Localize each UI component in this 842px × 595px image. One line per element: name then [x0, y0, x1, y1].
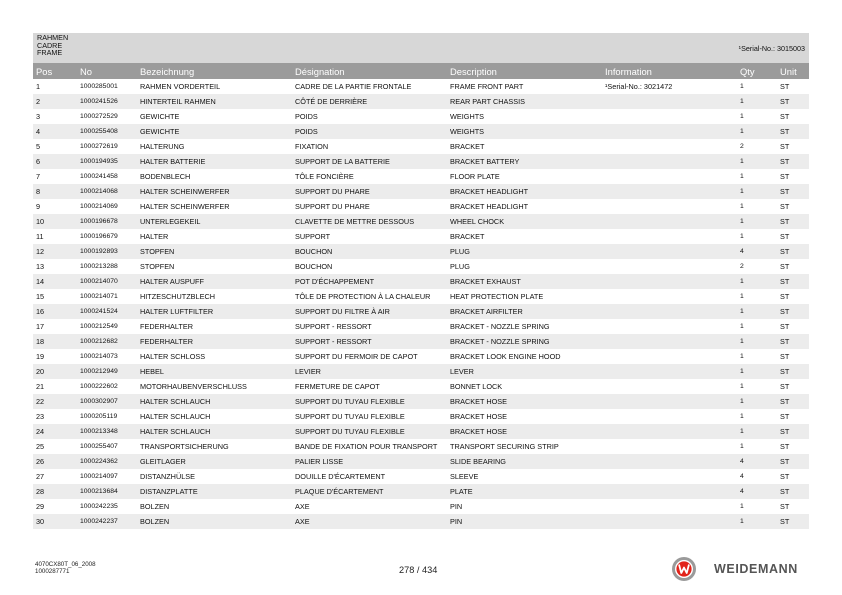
description-cell: BRACKET BATTERY [447, 154, 602, 169]
pos-cell: 2 [33, 94, 77, 109]
description-cell: BRACKET EXHAUST [447, 274, 602, 289]
pos-cell: 21 [33, 379, 77, 394]
designation-cell: FIXATION [292, 139, 447, 154]
description-cell: TRANSPORT SECURING STRIP [447, 439, 602, 454]
unit-cell: ST [777, 364, 809, 379]
document-code [35, 561, 96, 575]
table-row [33, 199, 809, 214]
designation-cell: SUPPORT DU TUYAU FLEXIBLE [292, 409, 447, 424]
part-number-cell: 1000213288 [77, 259, 137, 274]
part-number-cell: 1000212549 [77, 319, 137, 334]
information-cell [602, 394, 737, 409]
bezeichnung-cell: GEWICHTE [137, 109, 292, 124]
pos-cell: 13 [33, 259, 77, 274]
unit-cell: ST [777, 409, 809, 424]
information-cell [602, 154, 737, 169]
qty-cell: 1 [737, 184, 777, 199]
bezeichnung-cell: GLEITLAGER [137, 454, 292, 469]
unit-cell: ST [777, 514, 809, 529]
part-number-cell: 1000255408 [77, 124, 137, 139]
table-row [33, 139, 809, 154]
qty-cell: 1 [737, 364, 777, 379]
qty-cell: 1 [737, 304, 777, 319]
description-cell: SLIDE BEARING [447, 454, 602, 469]
designation-cell: BOUCHON [292, 244, 447, 259]
description-cell: PLUG [447, 259, 602, 274]
part-number-cell: 1000214069 [77, 199, 137, 214]
description-cell: WEIGHTS [447, 109, 602, 124]
bezeichnung-cell: DISTANZHÜLSE [137, 469, 292, 484]
bezeichnung-cell: HALTER BATTERIE [137, 154, 292, 169]
unit-cell: ST [777, 79, 809, 94]
information-cell [602, 304, 737, 319]
pos-cell: 4 [33, 124, 77, 139]
part-number-cell: 1000212949 [77, 364, 137, 379]
pos-cell: 20 [33, 364, 77, 379]
bezeichnung-cell: HALTER SCHLOSS [137, 349, 292, 364]
qty-cell: 1 [737, 169, 777, 184]
table-row [33, 289, 809, 304]
unit-cell: ST [777, 289, 809, 304]
designation-cell: POIDS [292, 109, 447, 124]
part-number-cell: 1000214073 [77, 349, 137, 364]
designation-cell: LEVIER [292, 364, 447, 379]
unit-cell: ST [777, 109, 809, 124]
bezeichnung-cell: HITZESCHUTZBLECH [137, 289, 292, 304]
designation-cell: AXE [292, 499, 447, 514]
qty-cell: 1 [737, 154, 777, 169]
designation-cell: DOUILLE D'ÉCARTEMENT [292, 469, 447, 484]
part-number-cell: 1000241524 [77, 304, 137, 319]
description-cell: BRACKET - NOZZLE SPRING [447, 319, 602, 334]
bezeichnung-cell: HALTER SCHEINWERFER [137, 199, 292, 214]
information-cell [602, 469, 737, 484]
qty-cell: 1 [737, 289, 777, 304]
column-header-designation: Désignation [292, 63, 447, 79]
part-number-cell: 1000212682 [77, 334, 137, 349]
column-header-description: Description [447, 63, 602, 79]
designation-cell: SUPPORT - RESSORT [292, 334, 447, 349]
document-number: 1000287771 [35, 568, 70, 575]
table-row [33, 109, 809, 124]
unit-cell: ST [777, 439, 809, 454]
description-cell: BRACKET - NOZZLE SPRING [447, 334, 602, 349]
parts-table-body [33, 79, 809, 529]
pos-cell: 12 [33, 244, 77, 259]
information-cell: ¹Serial-No.: 3021472 [602, 79, 737, 94]
designation-cell: SUPPORT [292, 229, 447, 244]
unit-cell: ST [777, 499, 809, 514]
qty-cell: 4 [737, 454, 777, 469]
column-header-pos: Pos [33, 63, 77, 79]
column-header-information: Information [602, 63, 737, 79]
part-number-cell: 1000285001 [77, 79, 137, 94]
information-cell [602, 514, 737, 529]
unit-cell: ST [777, 484, 809, 499]
description-cell: FRAME FRONT PART [447, 79, 602, 94]
bezeichnung-cell: UNTERLEGEKEIL [137, 214, 292, 229]
pos-cell: 14 [33, 274, 77, 289]
information-cell [602, 199, 737, 214]
qty-cell: 1 [737, 379, 777, 394]
table-row [33, 469, 809, 484]
qty-cell: 1 [737, 124, 777, 139]
weidemann-logo [671, 556, 811, 582]
table-row [33, 394, 809, 409]
pos-cell: 7 [33, 169, 77, 184]
table-row [33, 409, 809, 424]
table-row [33, 94, 809, 109]
designation-cell: SUPPORT DU FILTRE À AIR [292, 304, 447, 319]
bezeichnung-cell: STOPFEN [137, 259, 292, 274]
description-cell: BRACKET AIRFILTER [447, 304, 602, 319]
qty-cell: 1 [737, 394, 777, 409]
bezeichnung-cell: BOLZEN [137, 499, 292, 514]
pos-cell: 5 [33, 139, 77, 154]
description-cell: BRACKET HOSE [447, 424, 602, 439]
information-cell [602, 409, 737, 424]
group-name-en: FRAME [37, 48, 63, 58]
qty-cell: 1 [737, 199, 777, 214]
bezeichnung-cell: RAHMEN VORDERTEIL [137, 79, 292, 94]
description-cell: FLOOR PLATE [447, 169, 602, 184]
table-row [33, 454, 809, 469]
pos-cell: 15 [33, 289, 77, 304]
pos-cell: 10 [33, 214, 77, 229]
unit-cell: ST [777, 244, 809, 259]
pos-cell: 17 [33, 319, 77, 334]
description-cell: SLEEVE [447, 469, 602, 484]
group-name-de: RAHMEN [37, 33, 69, 42]
description-cell: BRACKET [447, 139, 602, 154]
pos-cell: 3 [33, 109, 77, 124]
pos-cell: 22 [33, 394, 77, 409]
pos-cell: 9 [33, 199, 77, 214]
table-row [33, 484, 809, 499]
part-number-cell: 1000196679 [77, 229, 137, 244]
designation-cell: POIDS [292, 124, 447, 139]
description-cell: BONNET LOCK [447, 379, 602, 394]
part-number-cell: 1000241526 [77, 94, 137, 109]
bezeichnung-cell: HALTER SCHLAUCH [137, 409, 292, 424]
bezeichnung-cell: BOLZEN [137, 514, 292, 529]
document-model-code: 4070CX80T_06_2008 [35, 561, 96, 568]
table-row [33, 79, 809, 94]
designation-cell: CADRE DE LA PARTIE FRONTALE [292, 79, 447, 94]
information-cell [602, 424, 737, 439]
part-number-cell: 1000214070 [77, 274, 137, 289]
part-number-cell: 1000302907 [77, 394, 137, 409]
designation-cell: SUPPORT DU PHARE [292, 184, 447, 199]
information-cell [602, 94, 737, 109]
designation-cell: CLAVETTE DE METTRE DESSOUS [292, 214, 447, 229]
description-cell: BRACKET [447, 229, 602, 244]
part-number-cell: 1000242235 [77, 499, 137, 514]
description-cell: WHEEL CHOCK [447, 214, 602, 229]
bezeichnung-cell: FEDERHALTER [137, 319, 292, 334]
table-row [33, 154, 809, 169]
bezeichnung-cell: MOTORHAUBENVERSCHLUSS [137, 379, 292, 394]
part-number-cell: 1000214071 [77, 289, 137, 304]
unit-cell: ST [777, 184, 809, 199]
table-row [33, 304, 809, 319]
designation-cell: TÔLE DE PROTECTION À LA CHALEUR [292, 289, 447, 304]
unit-cell: ST [777, 334, 809, 349]
bezeichnung-cell: HINTERTEIL RAHMEN [137, 94, 292, 109]
table-row [33, 349, 809, 364]
table-row [33, 424, 809, 439]
unit-cell: ST [777, 259, 809, 274]
bezeichnung-cell: HALTER SCHEINWERFER [137, 184, 292, 199]
table-row [33, 334, 809, 349]
unit-cell: ST [777, 379, 809, 394]
description-cell: LEVER [447, 364, 602, 379]
table-row [33, 124, 809, 139]
parts-table [33, 63, 809, 529]
part-number-cell: 1000214097 [77, 469, 137, 484]
assembly-header [33, 33, 809, 63]
unit-cell: ST [777, 214, 809, 229]
table-row [33, 499, 809, 514]
information-cell [602, 214, 737, 229]
information-cell [602, 499, 737, 514]
qty-cell: 4 [737, 244, 777, 259]
description-cell: PIN [447, 499, 602, 514]
description-cell: BRACKET HEADLIGHT [447, 184, 602, 199]
qty-cell: 1 [737, 319, 777, 334]
information-cell [602, 319, 737, 334]
part-number-cell: 1000213684 [77, 484, 137, 499]
qty-cell: 4 [737, 469, 777, 484]
description-cell: BRACKET LOOK ENGINE HOOD [447, 349, 602, 364]
table-row [33, 214, 809, 229]
table-row [33, 319, 809, 334]
part-number-cell: 1000213348 [77, 424, 137, 439]
assembly-group-names [37, 34, 805, 57]
part-number-cell: 1000242237 [77, 514, 137, 529]
table-row [33, 229, 809, 244]
pos-cell: 19 [33, 349, 77, 364]
bezeichnung-cell: HALTER SCHLAUCH [137, 394, 292, 409]
qty-cell: 1 [737, 439, 777, 454]
unit-cell: ST [777, 274, 809, 289]
pos-cell: 1 [33, 79, 77, 94]
table-header-row [33, 63, 809, 79]
designation-cell: AXE [292, 514, 447, 529]
bezeichnung-cell: HALTERUNG [137, 139, 292, 154]
page-number: 278 / 434 [399, 565, 438, 575]
qty-cell: 1 [737, 499, 777, 514]
description-cell: BRACKET HOSE [447, 409, 602, 424]
unit-cell: ST [777, 124, 809, 139]
unit-cell: ST [777, 454, 809, 469]
pos-cell: 29 [33, 499, 77, 514]
unit-cell: ST [777, 169, 809, 184]
pos-cell: 18 [33, 334, 77, 349]
information-cell [602, 364, 737, 379]
unit-cell: ST [777, 229, 809, 244]
unit-cell: ST [777, 94, 809, 109]
bezeichnung-cell: HALTER AUSPUFF [137, 274, 292, 289]
description-cell: HEAT PROTECTION PLATE [447, 289, 602, 304]
unit-cell: ST [777, 304, 809, 319]
qty-cell: 1 [737, 514, 777, 529]
unit-cell: ST [777, 424, 809, 439]
designation-cell: TÔLE FONCIÈRE [292, 169, 447, 184]
part-number-cell: 1000241458 [77, 169, 137, 184]
information-cell [602, 454, 737, 469]
pos-cell: 27 [33, 469, 77, 484]
part-number-cell: 1000205119 [77, 409, 137, 424]
serial-number-note: ¹Serial-No.: 3015003 [738, 44, 805, 53]
part-number-cell: 1000224362 [77, 454, 137, 469]
description-cell: PLATE [447, 484, 602, 499]
table-row [33, 379, 809, 394]
part-number-cell: 1000196678 [77, 214, 137, 229]
pos-cell: 24 [33, 424, 77, 439]
qty-cell: 1 [737, 94, 777, 109]
column-header-qty: Qty [737, 63, 777, 79]
description-cell: REAR PART CHASSIS [447, 94, 602, 109]
weidemann-w-logo-icon [671, 556, 697, 582]
designation-cell: SUPPORT - RESSORT [292, 319, 447, 334]
bezeichnung-cell: BODENBLECH [137, 169, 292, 184]
information-cell [602, 334, 737, 349]
table-row [33, 514, 809, 529]
table-row [33, 274, 809, 289]
information-cell [602, 184, 737, 199]
part-number-cell: 1000272619 [77, 139, 137, 154]
information-cell [602, 229, 737, 244]
description-cell: WEIGHTS [447, 124, 602, 139]
unit-cell: ST [777, 319, 809, 334]
column-header-bezeichnung: Bezeichnung [137, 63, 292, 79]
column-header-no: No [77, 63, 137, 79]
designation-cell: SUPPORT DU PHARE [292, 199, 447, 214]
designation-cell: CÔTÉ DE DERRIÈRE [292, 94, 447, 109]
qty-cell: 1 [737, 214, 777, 229]
qty-cell: 1 [737, 424, 777, 439]
qty-cell: 1 [737, 409, 777, 424]
description-cell: BRACKET HOSE [447, 394, 602, 409]
pos-cell: 30 [33, 514, 77, 529]
designation-cell: SUPPORT DU TUYAU FLEXIBLE [292, 424, 447, 439]
information-cell [602, 289, 737, 304]
information-cell [602, 379, 737, 394]
table-row [33, 439, 809, 454]
part-number-cell: 1000214068 [77, 184, 137, 199]
description-cell: PIN [447, 514, 602, 529]
bezeichnung-cell: STOPFEN [137, 244, 292, 259]
pos-cell: 23 [33, 409, 77, 424]
qty-cell: 1 [737, 109, 777, 124]
information-cell [602, 124, 737, 139]
qty-cell: 1 [737, 274, 777, 289]
bezeichnung-cell: HALTER LUFTFILTER [137, 304, 292, 319]
unit-cell: ST [777, 394, 809, 409]
pos-cell: 26 [33, 454, 77, 469]
qty-cell: 1 [737, 349, 777, 364]
pos-cell: 16 [33, 304, 77, 319]
information-cell [602, 484, 737, 499]
designation-cell: BOUCHON [292, 259, 447, 274]
description-cell: PLUG [447, 244, 602, 259]
table-row [33, 364, 809, 379]
qty-cell: 1 [737, 334, 777, 349]
information-cell [602, 139, 737, 154]
part-number-cell: 1000194935 [77, 154, 137, 169]
part-number-cell: 1000192893 [77, 244, 137, 259]
information-cell [602, 439, 737, 454]
bezeichnung-cell: HEBEL [137, 364, 292, 379]
information-cell [602, 274, 737, 289]
qty-cell: 4 [737, 484, 777, 499]
part-number-cell: 1000272529 [77, 109, 137, 124]
designation-cell: SUPPORT DE LA BATTERIE [292, 154, 447, 169]
column-header-unit: Unit [777, 63, 809, 79]
table-row [33, 184, 809, 199]
pos-cell: 28 [33, 484, 77, 499]
unit-cell: ST [777, 469, 809, 484]
unit-cell: ST [777, 199, 809, 214]
information-cell [602, 109, 737, 124]
designation-cell: POT D'ÉCHAPPEMENT [292, 274, 447, 289]
part-number-cell: 1000255407 [77, 439, 137, 454]
part-number-cell: 1000222602 [77, 379, 137, 394]
designation-cell: PLAQUE D'ÉCARTEMENT [292, 484, 447, 499]
pos-cell: 25 [33, 439, 77, 454]
description-cell: BRACKET HEADLIGHT [447, 199, 602, 214]
bezeichnung-cell: HALTER SCHLAUCH [137, 424, 292, 439]
designation-cell: SUPPORT DU TUYAU FLEXIBLE [292, 394, 447, 409]
bezeichnung-cell: DISTANZPLATTE [137, 484, 292, 499]
unit-cell: ST [777, 154, 809, 169]
table-row [33, 259, 809, 274]
table-row [33, 169, 809, 184]
unit-cell: ST [777, 349, 809, 364]
pos-cell: 8 [33, 184, 77, 199]
pos-cell: 11 [33, 229, 77, 244]
bezeichnung-cell: TRANSPORTSICHERUNG [137, 439, 292, 454]
information-cell [602, 169, 737, 184]
information-cell [602, 349, 737, 364]
bezeichnung-cell: FEDERHALTER [137, 334, 292, 349]
brand-name: WEIDEMANN [714, 562, 798, 576]
qty-cell: 2 [737, 259, 777, 274]
pos-cell: 6 [33, 154, 77, 169]
qty-cell: 2 [737, 139, 777, 154]
table-row [33, 244, 809, 259]
bezeichnung-cell: HALTER [137, 229, 292, 244]
designation-cell: SUPPORT DU FERMOIR DE CAPOT [292, 349, 447, 364]
information-cell [602, 244, 737, 259]
designation-cell: BANDE DE FIXATION POUR TRANSPORT [292, 439, 447, 454]
bezeichnung-cell: GEWICHTE [137, 124, 292, 139]
designation-cell: FERMETURE DE CAPOT [292, 379, 447, 394]
group-name-fr: CADRE [37, 40, 63, 50]
information-cell [602, 259, 737, 274]
qty-cell: 1 [737, 229, 777, 244]
qty-cell: 1 [737, 79, 777, 94]
unit-cell: ST [777, 139, 809, 154]
designation-cell: PALIER LISSE [292, 454, 447, 469]
